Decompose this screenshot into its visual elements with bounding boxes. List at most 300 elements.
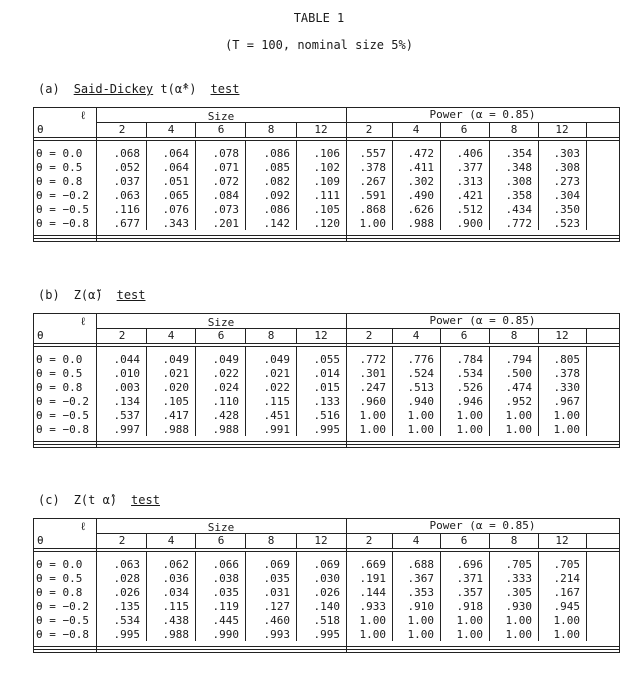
power-header: Power (α = 0.85)	[429, 108, 536, 121]
table-row-label: θ = −0.8	[36, 423, 89, 436]
size-cell: .115	[162, 600, 189, 613]
size-cell: .127	[263, 600, 290, 613]
size-cell: .993	[263, 628, 290, 641]
size-cell: .106	[313, 147, 340, 160]
lag-value: 6	[460, 123, 468, 136]
size-cell: .038	[212, 572, 239, 585]
size-cell: .021	[263, 367, 290, 380]
size-cell: .064	[162, 147, 189, 160]
column-rule	[195, 140, 196, 230]
section-statistic: Z(t α̂)	[73, 493, 118, 507]
lag-value: 4	[412, 534, 420, 547]
power-cell: .305	[505, 586, 532, 599]
power-cell: .367	[407, 572, 434, 585]
power-cell: 1.00	[553, 614, 580, 627]
power-cell: .900	[456, 217, 483, 230]
size-cell: .537	[113, 409, 140, 422]
lag-header: ℓ	[80, 109, 87, 122]
size-cell: .082	[263, 175, 290, 188]
size-cell: .026	[113, 586, 140, 599]
column-rule	[346, 108, 347, 241]
size-cell: .133	[313, 395, 340, 408]
lag-value: 2	[365, 123, 373, 136]
section-statistic: Z(α̃)	[73, 288, 103, 302]
power-cell: .490	[407, 189, 434, 202]
size-cell: .066	[212, 558, 239, 571]
size-cell: .022	[263, 381, 290, 394]
size-cell: .076	[162, 203, 189, 216]
size-cell: .086	[263, 147, 290, 160]
column-rule	[586, 328, 587, 343]
table-row-label: θ = 0.5	[36, 367, 83, 380]
size-cell: .092	[263, 189, 290, 202]
lag-value: 8	[267, 123, 275, 136]
power-cell: .308	[505, 175, 532, 188]
power-cell: 1.00	[505, 423, 532, 436]
size-cell: .116	[113, 203, 140, 216]
power-cell: .301	[359, 367, 386, 380]
power-cell: 1.00	[553, 423, 580, 436]
power-cell: .960	[359, 395, 386, 408]
power-cell: 1.00	[505, 628, 532, 641]
size-header: Size	[207, 316, 235, 329]
column-rule	[296, 533, 297, 548]
size-cell: .109	[313, 175, 340, 188]
lag-value: 12	[555, 123, 569, 136]
table-row-label: θ = −0.5	[36, 409, 89, 422]
lag-value: 8	[510, 329, 518, 342]
lag-value: 12	[314, 329, 328, 342]
power-cell: .406	[456, 147, 483, 160]
lag-value: 4	[412, 123, 420, 136]
column-rule	[586, 551, 587, 641]
size-cell: .460	[263, 614, 290, 627]
power-cell: .144	[359, 586, 386, 599]
size-cell: .120	[313, 217, 340, 230]
power-cell: .513	[407, 381, 434, 394]
column-rule	[440, 533, 441, 548]
power-cell: .500	[505, 367, 532, 380]
size-cell: .044	[113, 353, 140, 366]
column-rule	[489, 346, 490, 436]
column-rule	[440, 122, 441, 137]
size-cell: .991	[263, 423, 290, 436]
footer-rule	[34, 441, 619, 445]
size-cell: .110	[212, 395, 239, 408]
section-test-name: Said-Dickey	[73, 82, 154, 96]
size-cell: .003	[113, 381, 140, 394]
column-rule	[195, 533, 196, 548]
power-cell: .805	[553, 353, 580, 366]
section-statistic: t(α̂*)	[160, 82, 197, 96]
power-cell: .705	[505, 558, 532, 571]
size-cell: .052	[113, 161, 140, 174]
table-subtitle: (T = 100, nominal size 5%)	[225, 38, 413, 52]
table-row-label: θ = −0.2	[36, 189, 89, 202]
power-cell: .313	[456, 175, 483, 188]
column-rule	[489, 533, 490, 548]
power-cell: .591	[359, 189, 386, 202]
size-cell: .026	[313, 586, 340, 599]
size-cell: .201	[212, 217, 239, 230]
lag-value: 2	[365, 534, 373, 547]
column-rule	[245, 140, 246, 230]
power-cell: 1.00	[456, 409, 483, 422]
section-test-word: test	[210, 82, 240, 96]
size-cell: .995	[313, 423, 340, 436]
power-cell: .512	[456, 203, 483, 216]
size-cell: .417	[162, 409, 189, 422]
size-cell: .072	[212, 175, 239, 188]
power-cell: .167	[553, 586, 580, 599]
column-rule	[440, 140, 441, 230]
section-test-word: test	[116, 288, 146, 302]
size-cell: .062	[162, 558, 189, 571]
size-cell: .451	[263, 409, 290, 422]
power-cell: .333	[505, 572, 532, 585]
size-cell: .119	[212, 600, 239, 613]
lag-value: 8	[510, 123, 518, 136]
size-cell: .997	[113, 423, 140, 436]
column-rule	[146, 533, 147, 548]
column-rule	[538, 122, 539, 137]
column-rule	[392, 551, 393, 641]
column-rule	[489, 328, 490, 343]
power-cell: 1.00	[553, 409, 580, 422]
lag-value: 6	[217, 534, 225, 547]
column-rule	[245, 551, 246, 641]
section-tag: (b)	[38, 288, 60, 302]
size-cell: .015	[313, 381, 340, 394]
size-cell: .677	[113, 217, 140, 230]
size-cell: .428	[212, 409, 239, 422]
size-cell: .988	[162, 628, 189, 641]
size-cell: .063	[113, 189, 140, 202]
theta-header: θ	[37, 329, 44, 342]
lag-value: 2	[365, 329, 373, 342]
power-cell: .952	[505, 395, 532, 408]
column-rule	[538, 551, 539, 641]
size-cell: .036	[162, 572, 189, 585]
theta-header: θ	[37, 534, 44, 547]
size-cell: .022	[212, 367, 239, 380]
power-cell: .688	[407, 558, 434, 571]
size-cell: .069	[263, 558, 290, 571]
size-header: Size	[207, 521, 235, 534]
power-cell: .273	[553, 175, 580, 188]
column-rule	[538, 346, 539, 436]
lag-header: ℓ	[80, 315, 87, 328]
size-cell: .995	[313, 628, 340, 641]
column-rule	[146, 122, 147, 137]
size-cell: .014	[313, 367, 340, 380]
power-cell: 1.00	[359, 217, 386, 230]
column-rule	[392, 346, 393, 436]
power-cell: .910	[407, 600, 434, 613]
power-cell: .267	[359, 175, 386, 188]
power-cell: 1.00	[505, 409, 532, 422]
power-cell: .472	[407, 147, 434, 160]
column-rule	[296, 328, 297, 343]
power-cell: .378	[359, 161, 386, 174]
results-table	[33, 518, 620, 653]
header-subline	[96, 328, 619, 329]
power-cell: 1.00	[359, 409, 386, 422]
power-cell: .411	[407, 161, 434, 174]
power-cell: .940	[407, 395, 434, 408]
section-label	[38, 493, 160, 507]
power-cell: .348	[505, 161, 532, 174]
section-label	[38, 82, 239, 96]
table-row-label: θ = 0.0	[36, 147, 83, 160]
size-cell: .031	[263, 586, 290, 599]
table-row-label: θ = −0.5	[36, 203, 89, 216]
size-cell: .140	[313, 600, 340, 613]
lag-value: 12	[555, 329, 569, 342]
size-cell: .069	[313, 558, 340, 571]
size-cell: .988	[212, 423, 239, 436]
column-rule	[96, 314, 97, 447]
size-cell: .035	[263, 572, 290, 585]
power-cell: .358	[505, 189, 532, 202]
header-subline	[96, 122, 619, 123]
power-cell: .247	[359, 381, 386, 394]
size-cell: .111	[313, 189, 340, 202]
power-cell: 1.00	[456, 614, 483, 627]
power-cell: 1.00	[359, 628, 386, 641]
power-cell: .669	[359, 558, 386, 571]
power-cell: .524	[407, 367, 434, 380]
size-cell: .115	[263, 395, 290, 408]
lag-value: 8	[510, 534, 518, 547]
size-cell: .073	[212, 203, 239, 216]
lag-value: 4	[167, 123, 175, 136]
column-rule	[195, 551, 196, 641]
lag-value: 2	[118, 534, 126, 547]
size-cell: .064	[162, 161, 189, 174]
power-header: Power (α = 0.85)	[429, 519, 536, 532]
lag-value: 6	[217, 123, 225, 136]
footer-rule	[34, 646, 619, 650]
power-cell: .350	[553, 203, 580, 216]
power-cell: .302	[407, 175, 434, 188]
power-cell: .354	[505, 147, 532, 160]
header-subline	[96, 533, 619, 534]
size-cell: .518	[313, 614, 340, 627]
size-cell: .035	[212, 586, 239, 599]
size-cell: .051	[162, 175, 189, 188]
size-cell: .020	[162, 381, 189, 394]
column-rule	[346, 314, 347, 447]
size-cell: .034	[162, 586, 189, 599]
size-cell: .037	[113, 175, 140, 188]
power-cell: .474	[505, 381, 532, 394]
table-row-label: θ = 0.5	[36, 572, 83, 585]
power-cell: .378	[553, 367, 580, 380]
column-rule	[489, 122, 490, 137]
lag-value: 8	[267, 329, 275, 342]
power-cell: .945	[553, 600, 580, 613]
theta-header: θ	[37, 123, 44, 136]
power-cell: .523	[553, 217, 580, 230]
column-rule	[440, 551, 441, 641]
column-rule	[538, 533, 539, 548]
column-rule	[195, 328, 196, 343]
power-cell: .304	[553, 189, 580, 202]
size-cell: .995	[113, 628, 140, 641]
column-rule	[392, 122, 393, 137]
column-rule	[538, 328, 539, 343]
lag-value: 2	[118, 123, 126, 136]
power-cell: .371	[456, 572, 483, 585]
column-rule	[586, 533, 587, 548]
power-cell: .421	[456, 189, 483, 202]
power-cell: 1.00	[359, 423, 386, 436]
lag-value: 12	[555, 534, 569, 547]
power-cell: 1.00	[407, 409, 434, 422]
table-row-label: θ = 0.5	[36, 161, 83, 174]
power-cell: .946	[456, 395, 483, 408]
size-cell: .021	[162, 367, 189, 380]
table-row-label: θ = −0.2	[36, 395, 89, 408]
column-rule	[146, 140, 147, 230]
size-cell: .065	[162, 189, 189, 202]
lag-value: 4	[167, 329, 175, 342]
power-cell: .303	[553, 147, 580, 160]
power-cell: .696	[456, 558, 483, 571]
size-cell: .142	[263, 217, 290, 230]
lag-value: 6	[217, 329, 225, 342]
size-cell: .516	[313, 409, 340, 422]
power-cell: .705	[553, 558, 580, 571]
column-rule	[245, 346, 246, 436]
power-cell: .377	[456, 161, 483, 174]
power-cell: .772	[505, 217, 532, 230]
size-cell: .084	[212, 189, 239, 202]
results-table	[33, 107, 620, 242]
power-cell: .191	[359, 572, 386, 585]
size-cell: .010	[113, 367, 140, 380]
column-rule	[440, 328, 441, 343]
size-cell: .438	[162, 614, 189, 627]
power-cell: .784	[456, 353, 483, 366]
column-rule	[146, 346, 147, 436]
power-cell: 1.00	[407, 423, 434, 436]
power-cell: .557	[359, 147, 386, 160]
size-cell: .445	[212, 614, 239, 627]
lag-value: 6	[460, 534, 468, 547]
column-rule	[538, 140, 539, 230]
header-rule	[34, 343, 619, 347]
lag-value: 6	[460, 329, 468, 342]
column-rule	[392, 328, 393, 343]
column-rule	[195, 346, 196, 436]
size-cell: .049	[162, 353, 189, 366]
table-row-label: θ = 0.0	[36, 558, 83, 571]
results-table	[33, 313, 620, 448]
size-cell: .063	[113, 558, 140, 571]
column-rule	[489, 140, 490, 230]
power-cell: .918	[456, 600, 483, 613]
column-rule	[96, 108, 97, 241]
column-rule	[96, 519, 97, 652]
power-cell: 1.00	[553, 628, 580, 641]
table-row-label: θ = −0.8	[36, 628, 89, 641]
section-tag: (c)	[38, 493, 60, 507]
column-rule	[296, 140, 297, 230]
power-cell: .930	[505, 600, 532, 613]
size-cell: .990	[212, 628, 239, 641]
section-label	[38, 288, 146, 302]
column-rule	[245, 122, 246, 137]
power-cell: 1.00	[456, 423, 483, 436]
table-row-label: θ = 0.8	[36, 175, 83, 188]
size-cell: .071	[212, 161, 239, 174]
power-cell: 1.00	[407, 628, 434, 641]
power-cell: .526	[456, 381, 483, 394]
column-rule	[586, 140, 587, 230]
footer-rule	[34, 235, 619, 239]
size-cell: .343	[162, 217, 189, 230]
power-cell: 1.00	[456, 628, 483, 641]
power-cell: .534	[456, 367, 483, 380]
power-cell: .626	[407, 203, 434, 216]
table-row-label: θ = 0.8	[36, 586, 83, 599]
column-rule	[440, 346, 441, 436]
power-cell: .330	[553, 381, 580, 394]
lag-value: 4	[167, 534, 175, 547]
power-cell: .308	[553, 161, 580, 174]
column-rule	[346, 519, 347, 652]
power-cell: .933	[359, 600, 386, 613]
power-cell: 1.00	[505, 614, 532, 627]
column-rule	[296, 346, 297, 436]
power-cell: .214	[553, 572, 580, 585]
section-test-word: test	[131, 493, 160, 507]
size-cell: .988	[162, 423, 189, 436]
power-cell: .357	[456, 586, 483, 599]
column-rule	[245, 328, 246, 343]
size-cell: .105	[313, 203, 340, 216]
column-rule	[245, 533, 246, 548]
size-cell: .135	[113, 600, 140, 613]
lag-value: 8	[267, 534, 275, 547]
header-rule	[34, 137, 619, 141]
power-header: Power (α = 0.85)	[429, 314, 536, 327]
lag-header: ℓ	[80, 520, 87, 533]
power-cell: 1.00	[407, 614, 434, 627]
lag-value: 4	[412, 329, 420, 342]
size-cell: .085	[263, 161, 290, 174]
size-cell: .068	[113, 147, 140, 160]
power-cell: 1.00	[359, 614, 386, 627]
column-rule	[146, 328, 147, 343]
size-cell: .049	[212, 353, 239, 366]
size-cell: .134	[113, 395, 140, 408]
size-cell: .102	[313, 161, 340, 174]
power-cell: .353	[407, 586, 434, 599]
column-rule	[392, 140, 393, 230]
table-row-label: θ = −0.5	[36, 614, 89, 627]
column-rule	[392, 533, 393, 548]
lag-value: 12	[314, 123, 328, 136]
lag-value: 12	[314, 534, 328, 547]
column-rule	[489, 551, 490, 641]
column-rule	[195, 122, 196, 137]
column-rule	[146, 551, 147, 641]
power-cell: .988	[407, 217, 434, 230]
size-cell: .534	[113, 614, 140, 627]
